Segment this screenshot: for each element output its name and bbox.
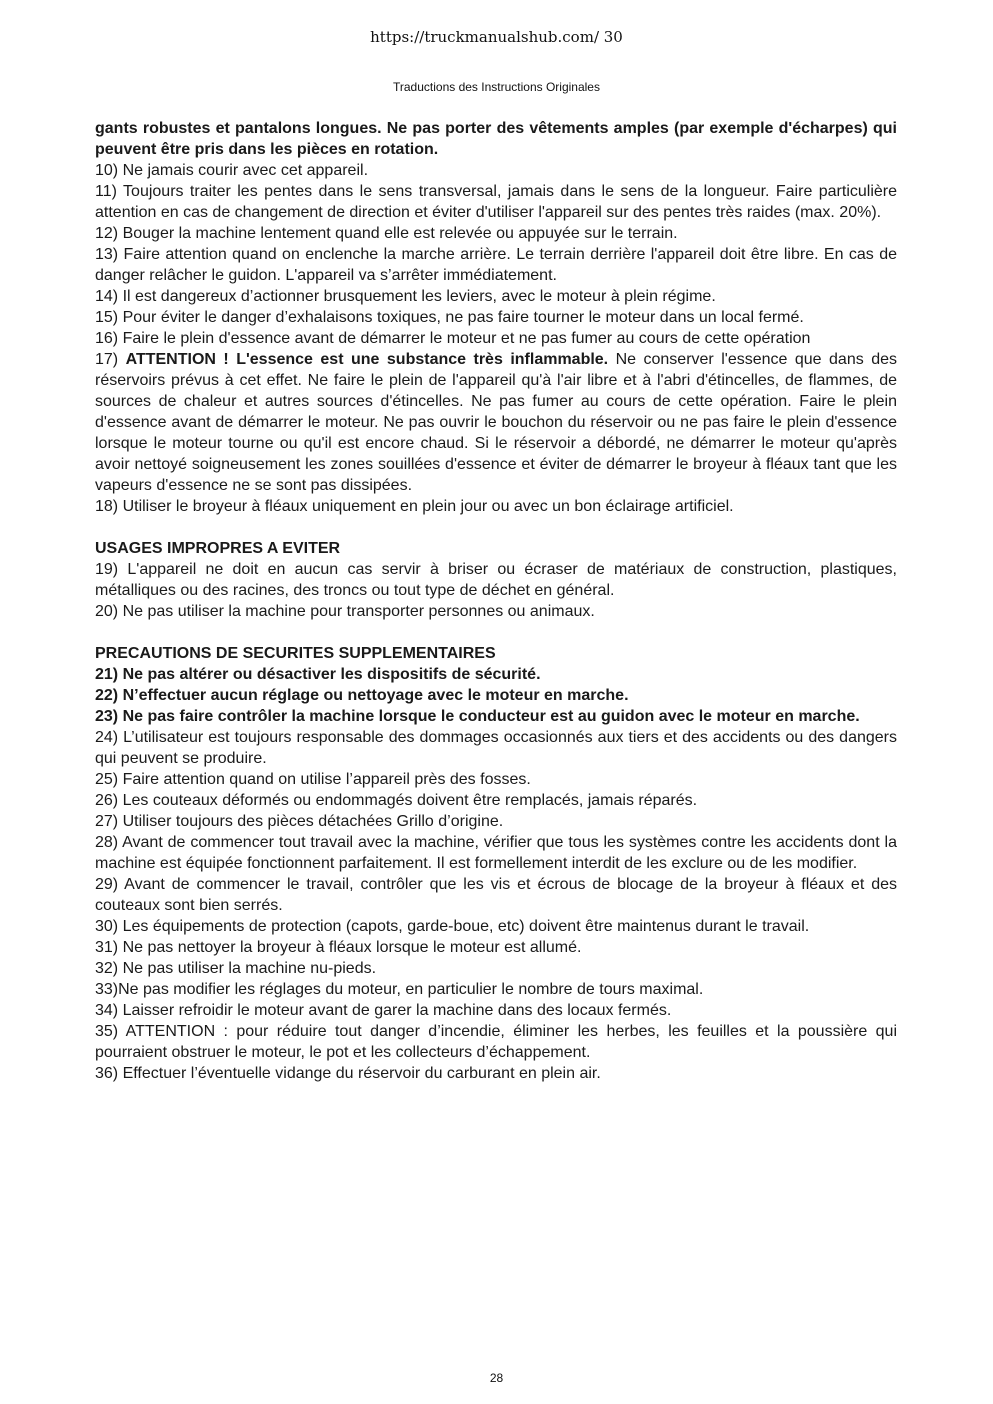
section-heading-precautions: PRECAUTIONS DE SECURITES SUPPLEMENTAIRES [95,645,496,662]
paragraph-23: 23) Ne pas faire contrôler la machine lorsque le conducteur est au guidon avec le moteur en marche. [95,708,860,725]
paragraph-12: 12) Bouger la machine lentement quand elle est relevée ou appuyée sur le terrain. [95,225,678,242]
paragraph-34: 34) Laisser refroidir le moteur avant de garer la machine dans des locaux fermés. [95,1002,672,1019]
paragraph-32: 32) Ne pas utiliser la machine nu-pieds. [95,960,377,977]
section-heading-usages: USAGES IMPROPRES A EVITER [95,540,341,557]
paragraph-10: 10) Ne jamais courir avec cet appareil. [95,162,369,179]
paragraph-15: 15) Pour éviter le danger d’exhalaisons toxiques, ne pas faire tourner le moteur dans un local fermé. [95,309,804,326]
paragraph-36: 36) Effectuer l’éventuelle vidange du réservoir du carburant en plein air. [95,1065,601,1082]
paragraph-28: 28) Avant de commencer tout travail avec la machine, vérifier que tous les systèmes contre les accidents dont la machine est équipée fonctionnent parfaitement. Il est formellement interdit de les exclure ou de les modifier. [95,834,897,872]
paragraph-17-warning: ATTENTION ! L'essence est une substance très inflammable. [125,351,609,368]
paragraph-35: 35) ATTENTION : pour réduire tout danger d’incendie, éliminer les herbes, les feuilles et la poussière qui pourraient obstruer le moteur, le pot et les collecteurs d’échappement. [95,1023,897,1061]
paragraph-30: 30) Les équipements de protection (capots, garde-boue, etc) doivent être maintenus durant le travail. [95,918,810,935]
paragraph-intro: gants robustes et pantalons longues. Ne pas porter des vêtements amples (par exemple d'écharpes) qui peuvent être pris dans les pièces en rotation. [95,120,897,158]
page-header-subtitle: Traductions des Instructions Originales [393,80,600,94]
paragraph-14: 14) Il est dangereux d’actionner brusquement les leviers, avec le moteur à plein régime. [95,288,716,305]
paragraph-13: 13) Faire attention quand on enclenche la marche arrière. Le terrain derrière l'appareil doit être libre. En cas de danger relâcher le guidon. L'appareil va s’arrêter immédiatement. [95,246,897,284]
paragraph-20: 20) Ne pas utiliser la machine pour transporter personnes ou animaux. [95,603,595,620]
paragraph-16: 16) Faire le plein d'essence avant de démarrer le moteur et ne pas fumer au cours de cette opération [95,330,811,347]
page-number: 28 [489,1371,504,1385]
paragraph-25: 25) Faire attention quand on utilise l’appareil près des fosses. [95,771,531,788]
paragraph-21: 21) Ne pas altérer ou désactiver les dispositifs de sécurité. [95,666,541,683]
spacer [95,517,897,538]
paragraph-17 [95,349,897,496]
paragraph-27: 27) Utiliser toujours des pièces détachées Grillo d’origine. [95,813,504,830]
spacer [95,622,897,643]
source-url: https://truckmanualshub.com/ 30 [370,28,623,46]
paragraph-18: 18) Utiliser le broyeur à fléaux uniquement en plein jour ou avec un bon éclairage artificiel. [95,498,734,515]
paragraph-31: 31) Ne pas nettoyer la broyeur à fléaux lorsque le moteur est allumé. [95,939,582,956]
paragraph-24: 24) L’utilisateur est toujours responsable des dommages occasionnés aux tiers et des accidents ou des dangers qui peuvent se produire. [95,729,897,767]
paragraph-11: 11) Toujours traiter les pentes dans le sens transversal, jamais dans le sens de la longueur. Faire particulière attention en cas de changement de direction et éviter d'utiliser l'appareil sur des pentes très raides (max. 20%). [95,183,897,221]
paragraph-17-text: Ne conserver l'essence que dans des réservoirs prévus à cet effet. Ne faire le plein de l'appareil qu'à l'air libre et à l'abri d'étincelles, de flammes, de sources de chaleur et autres sources d'étincelles. Ne pas fumer au cours de cette opération. Faire le plein d'essence avant de démarrer le moteur. Ne pas ouvrir le bouchon du réservoir ou ne pas faire le plein d'essence lorsque le moteur tourne ou qu'il est encore chaud. Si le réservoir a débordé, ne démarrer le moteur qu'après avoir nettoyé soigneusement les zones souillées d'essence et éviter de démarrer le broyeur à fléaux tant que les vapeurs d'essence ne se sont pas dissipées. [95,351,897,494]
paragraph-19: 19) L'appareil ne doit en aucun cas servir à briser ou écraser de matériaux de construction, plastiques, métalliques ou des racines, des troncs ou tout type de déchet en général. [95,561,897,599]
paragraph-33: 33)Ne pas modifier les réglages du moteur, en particulier le nombre de tours maximal. [95,981,704,998]
paragraph-22: 22) N’effectuer aucun réglage ou nettoyage avec le moteur en marche. [95,687,629,704]
paragraph-17-number: 17) [95,351,126,368]
paragraph-29: 29) Avant de commencer le travail, contrôler que les vis et écrous de blocage de la broyeur à fléaux et des couteaux sont bien serrés. [95,876,897,914]
paragraph-26: 26) Les couteaux déformés ou endommagés doivent être remplacés, jamais réparés. [95,792,698,809]
document-body [95,118,897,1084]
